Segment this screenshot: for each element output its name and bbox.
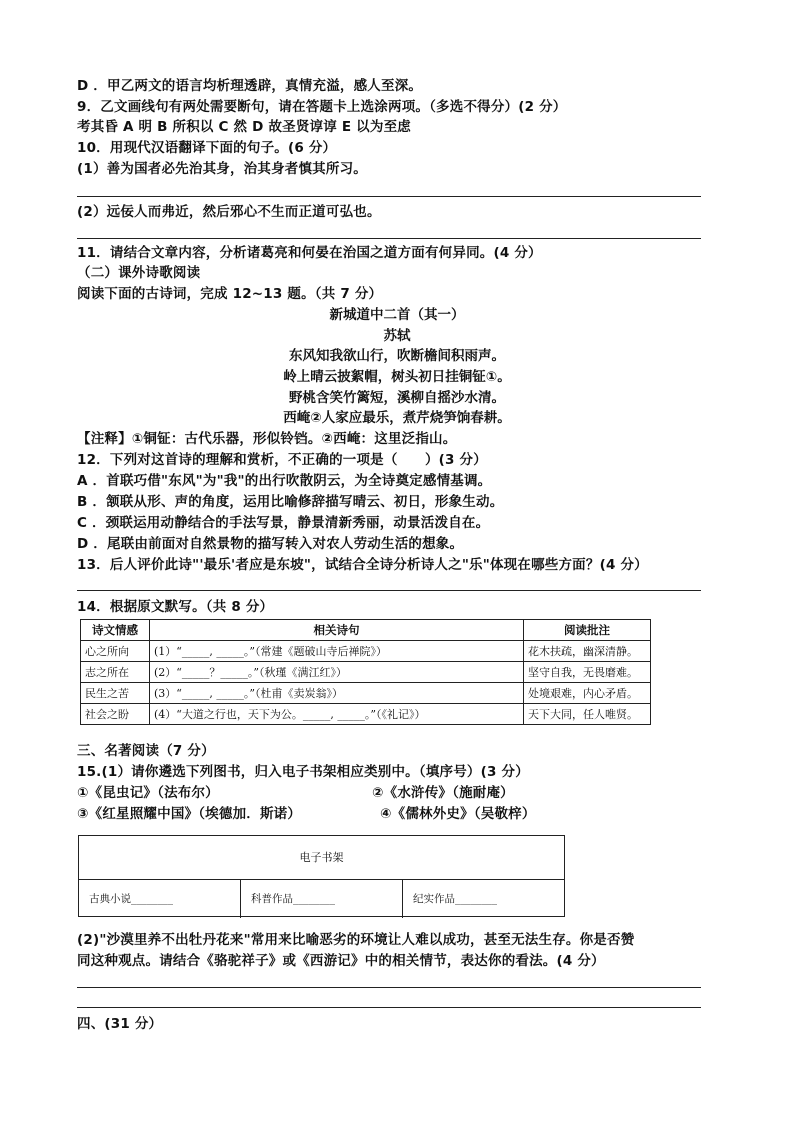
answer-line [77,238,701,239]
question-15-1: 15.(1）请你遴选下列图书，归入电子书架相应类别中。（填序号）(3 分） [77,764,529,780]
table-row [81,641,651,662]
question-12-option-c: C ．颈联运用动静结合的手法写景，静景清新秀丽，动景活泼自在。 [77,515,490,531]
answer-line [77,590,701,591]
poem-line: 东风知我欲山行，吹断檐间积雨声。 [289,348,505,364]
table-cell: 处境艰难，内心矛盾。 [524,683,651,704]
question-13: 13．后人评价此诗"'最乐'者应是东坡"，试结合全诗分析诗人之"乐"体现在哪些方面？(4 分） [77,557,648,573]
question-15-2-cont: 同这种观点。请结合《骆驼祥子》或《西游记》中的相关情节，表达你的看法。(4 分） [77,953,605,969]
poem-title: 新城道中二首（其一） [329,307,465,323]
table-row [81,683,651,704]
book-option-1: ①《昆虫记》（法布尔） [77,785,219,801]
poetry-instructions: 阅读下面的古诗词，完成 12~13 题。（共 7 分） [77,286,383,302]
question-15-2: (2)"沙漠里养不出牡丹花来"常用来比喻恶劣的环境让人难以成功，甚至无法生存。你是否赞 [77,932,635,948]
table-cell: (3）“_____, _____。”（杜甫《卖炭翁》） [150,683,524,704]
answer-line [77,987,701,988]
answer-line [77,196,701,197]
ebook-shelf [78,835,565,917]
question-9: 9．乙文画线句有两处需要断句，请在答题卡上选涂两项。（多选不得分）(2 分） [77,99,567,115]
table-header: 阅读批注 [524,620,651,641]
table-row [81,662,651,683]
question-12-option-a: A ．首联巧借"东风"为"我"的出行吹散阴云，为全诗奠定感情基调。 [77,473,492,489]
section-heading-classics: 三、名著阅读（7 分） [77,743,215,759]
table-cell: 天下大同，任人唯贤。 [524,704,651,725]
table-cell: 花木扶疏，幽深清静。 [524,641,651,662]
poem-author: 苏轼 [383,328,411,344]
book-option-4: ④《儒林外史》（吴敬梓） [380,806,536,822]
poem-line: 野桃含笑竹篱短，溪柳自摇沙水清。 [289,390,505,406]
table-cell: (1）“_____, _____。”（常建《题破山寺后禅院》） [150,641,524,662]
section-heading-poetry: （二）课外诗歌阅读 [77,265,201,281]
question-12-option-d: D ．尾联由前面对自然景物的描写转入对农人劳动生活的想象。 [77,536,464,552]
table-cell: 志之所在 [81,662,150,683]
table-row [81,704,651,725]
question-12-option-b: B ．颔联从形、声的角度，运用比喻修辞描写晴云、初日，形象生动。 [77,494,504,510]
shelf-category-classic-novels: 古典小说________ [79,880,241,918]
option-d-line: D ．甲乙两文的语言均析理透辟，真情充溢，感人至深。 [77,78,423,94]
question-10-2: (2）远佞人而弗近，然后邪心不生而正道可弘也。 [77,204,381,220]
poem-line: 西崦②人家应最乐，煮芹烧笋饷春耕。 [283,410,511,426]
poem-notes: 【注释】①铜钲：古代乐器，形似铃铛。②西崦：这里泛指山。 [77,431,457,447]
answer-line [77,1007,701,1008]
book-option-3: ③《红星照耀中国》（埃德加．斯诺） [77,806,302,822]
table-cell: 民生之苦 [81,683,150,704]
table-header: 相关诗句 [150,620,524,641]
question-9-sentence: 考其昏 A 明 B 所积以 C 然 D 故圣贤谆谆 E 以为至虑 [77,119,411,135]
table-cell: 坚守自我，无畏磨难。 [524,662,651,683]
question-12: 12．下列对这首诗的理解和赏析，不正确的一项是（ ）(3 分） [77,452,487,468]
recitation-table [80,619,651,725]
question-14: 14．根据原文默写。（共 8 分） [77,599,274,615]
table-cell: 社会之盼 [81,704,150,725]
shelf-category-documentary: 纪实作品________ [413,893,497,905]
book-option-2: ②《水浒传》（施耐庵） [372,785,514,801]
poem-line: 岭上晴云披絮帽，树头初日挂铜钲①。 [283,369,511,385]
table-header: 诗文情感 [81,620,150,641]
question-11: 11．请结合文章内容，分析诸葛亮和何晏在治国之道方面有何异同。(4 分） [77,245,542,261]
section-heading-4: 四、(31 分） [77,1016,163,1032]
shelf-category-popular-science: 科普作品________ [241,880,403,918]
table-cell: 心之所向 [81,641,150,662]
table-cell: (2）“_____？_____。”（秋瑾《满江红》） [150,662,524,683]
question-10-1: (1）善为国者必先治其身，治其身者慎其所习。 [77,161,367,177]
table-cell: (4）“大道之行也，天下为公。_____, _____。”（《礼记》） [150,704,524,725]
question-10: 10．用现代汉语翻译下面的句子。(6 分） [77,140,337,156]
shelf-title: 电子书架 [79,836,564,880]
